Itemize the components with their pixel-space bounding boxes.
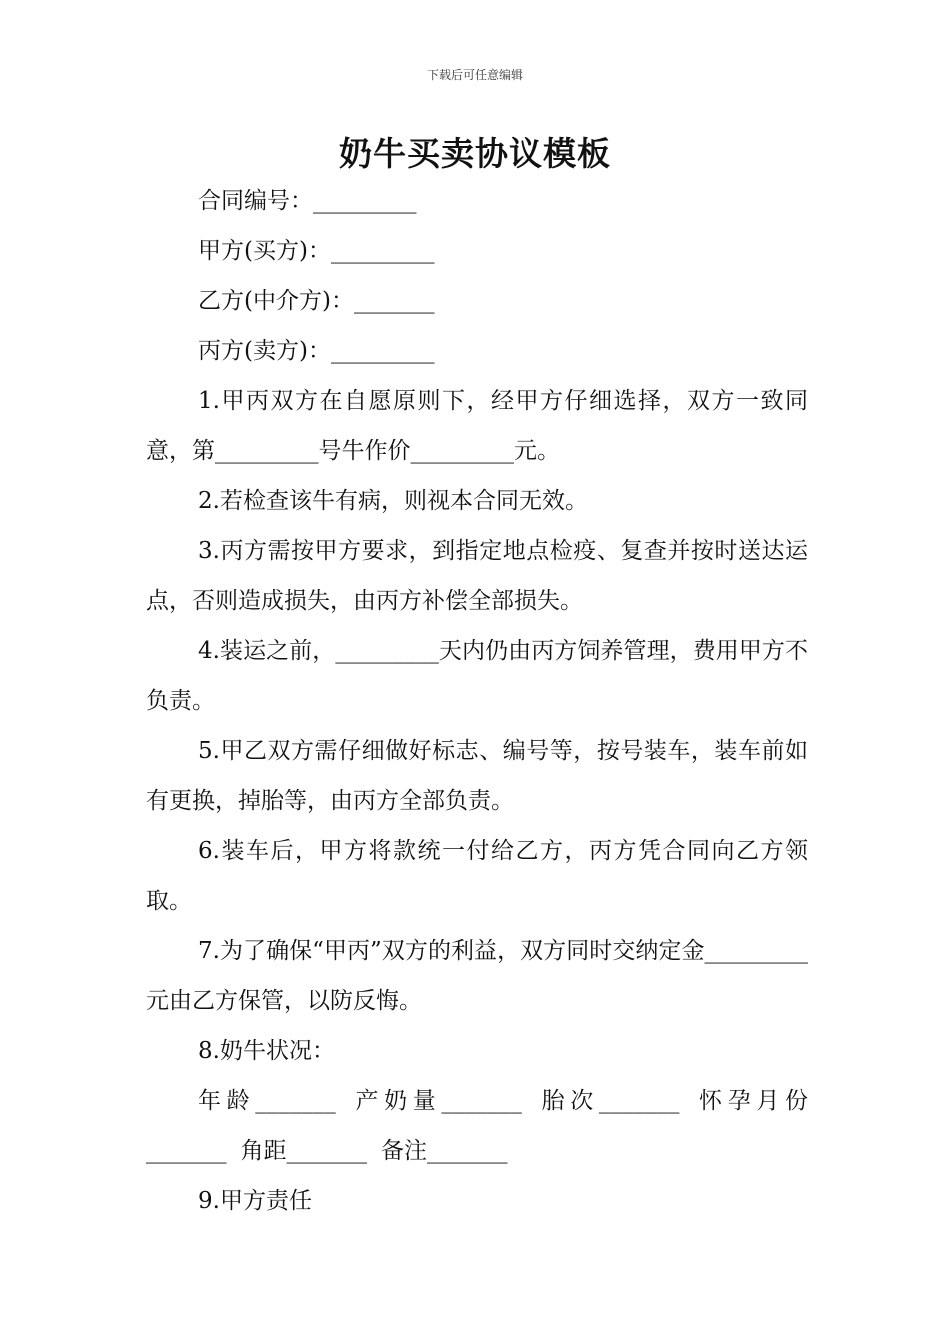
document-title: 奶牛买卖协议模板 bbox=[339, 134, 611, 173]
remarks-field: 备注_______ bbox=[381, 1138, 508, 1164]
header-note: 下载后可任意编辑 bbox=[426, 68, 523, 82]
clause-8: 8.奶牛状况： bbox=[198, 1038, 335, 1064]
document-body bbox=[146, 176, 808, 1226]
pregnancy-month-field: 怀孕月份_______ bbox=[146, 1088, 809, 1164]
clause-5: 5.甲乙双方需仔细做好标志、编号等，按号装车，装车前如有更换，掉胎等，由丙方全部负责。 bbox=[146, 738, 808, 814]
party-a-field: 甲方(买方)：_________ bbox=[198, 238, 435, 264]
horn-distance-field: 角距_______ bbox=[240, 1138, 367, 1164]
party-b-field: 乙方(中介方)：_______ bbox=[198, 288, 435, 314]
clause-3: 3.丙方需按甲方要求，到指定地点检疫、复查并按时送达运点，否则造成损失，由丙方补偿全部损失。 bbox=[146, 538, 808, 614]
clause-7: 7.为了确保“甲丙”双方的利益，双方同时交纳定金_________元由乙方保管，以防反悔。 bbox=[146, 938, 808, 1014]
contract-number-field: 合同编号：_________ bbox=[198, 188, 417, 214]
clause-6: 6.装车后，甲方将款统一付给乙方，丙方凭合同向乙方领取。 bbox=[146, 838, 808, 914]
clause-2: 2.若检查该牛有病，则视本合同无效。 bbox=[198, 488, 588, 514]
clause-4: 4.装运之前，_________天内仍由丙方饲养管理，费用甲方不负责。 bbox=[146, 638, 808, 714]
parity-field: 胎次_______ bbox=[535, 1088, 680, 1114]
clause-1: 1.甲丙双方在自愿原则下，经甲方仔细选择，双方一致同意，第_________号牛作价_________元。 bbox=[146, 388, 808, 464]
party-c-field: 丙方(卖方)：_________ bbox=[198, 338, 435, 364]
milk-yield-field: 产奶量_______ bbox=[349, 1088, 522, 1114]
clause-9: 9.甲方责任 bbox=[198, 1188, 312, 1214]
age-field: 年龄_______ bbox=[198, 1088, 336, 1114]
cow-status-fields bbox=[146, 1076, 808, 1176]
